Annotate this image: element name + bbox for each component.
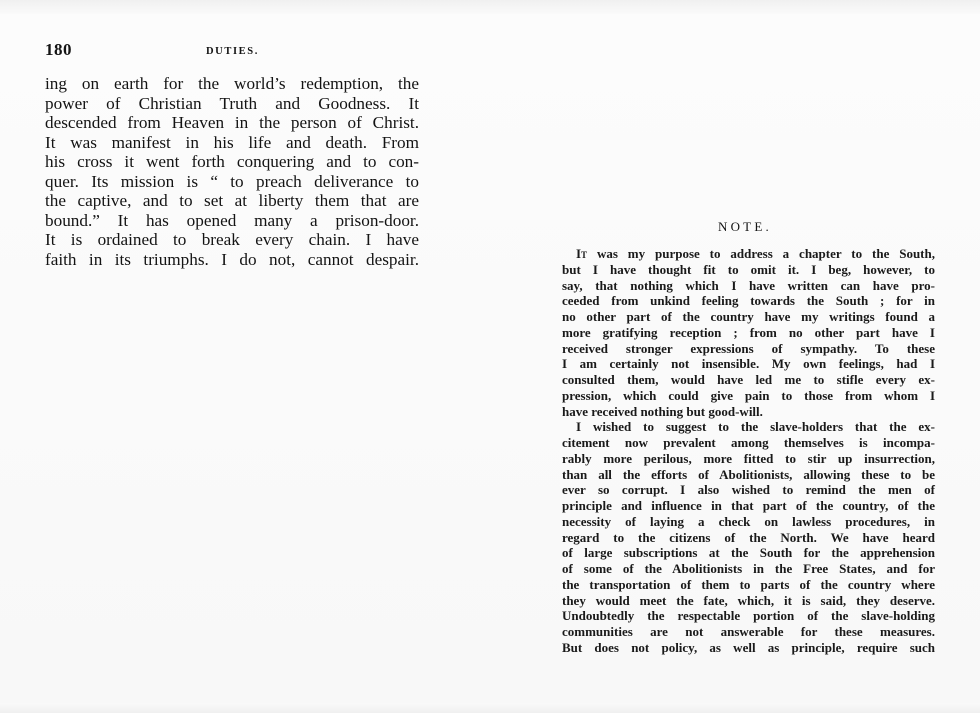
- text-line: power of Christian Truth and Goodness. It: [45, 93, 419, 113]
- left-page-body: [45, 74, 419, 269]
- running-head-title: DUTIES.: [206, 46, 259, 57]
- text-line: citement now prevalent among themselves is incompa-: [562, 435, 935, 450]
- text-line: regard to the citizens of the North. We have heard: [562, 529, 935, 545]
- text-line: quer. Its mission is “ to preach deliverance to: [45, 171, 419, 191]
- text-line: ever so corrupt. I also wished to remind the men of: [562, 482, 935, 498]
- text-line: pression, which could give pain to those from whom I: [562, 387, 935, 403]
- text-line: say, that nothing which I have written can have pro-: [562, 277, 935, 293]
- text-line: than all the efforts of Abolitionists, allowing these to be: [562, 466, 935, 482]
- text-line: they would meet the fate, which, it is said, they deserve.: [562, 592, 935, 608]
- text-line: no other part of the country have my writings found a: [562, 309, 935, 324]
- text-line: of large subscriptions at the South for the apprehension: [562, 545, 935, 561]
- text-line: It was manifest in his life and death. From: [45, 132, 419, 152]
- text-line: rably more perilous, more fitted to stir up insurrection,: [562, 450, 935, 466]
- note-heading: NOTE.: [718, 219, 772, 234]
- text-line-first: [562, 246, 935, 262]
- text-line: his cross it went forth conquering and to con-: [45, 152, 419, 172]
- text-line: principle and influence in that part of the country, of the: [562, 498, 935, 513]
- text-line: ceeded from unkind feeling towards the South ; for in: [562, 293, 935, 309]
- text-line: necessity of laying a check on lawless procedures, in: [562, 513, 935, 529]
- note-body: [562, 246, 935, 656]
- text-line: the captive, and to set at liberty them that are: [45, 191, 419, 211]
- text-line: consulted them, would have led me to stifle every ex-: [562, 372, 935, 387]
- text-line: faith in its triumphs. I do not, cannot despair.: [45, 249, 419, 269]
- text-line: I wished to suggest to the slave-holders that the ex-: [576, 419, 935, 435]
- right-page: [490, 0, 980, 713]
- text-line: bound.” It has opened many a prison-door.: [45, 210, 419, 230]
- text-line: It is ordained to break every chain. I have: [45, 230, 419, 250]
- first-word: It: [576, 246, 588, 261]
- first-line-rest: was my purpose to address a chapter to the South,: [596, 246, 935, 261]
- running-head: [45, 40, 421, 62]
- text-line: have received nothing but good-will.: [562, 403, 763, 419]
- text-line: descended from Heaven in the person of Christ.: [45, 113, 419, 133]
- page-number: 180: [45, 40, 72, 59]
- text-line: of some of the Abolitionists in the Free States, and for: [562, 561, 935, 576]
- text-line: the transportation of them to parts of the country where: [562, 576, 935, 592]
- text-line: ing on earth for the world’s redemption, the: [45, 74, 419, 93]
- scan-bottom-edge: [0, 703, 980, 713]
- text-line: But does not policy, as well as principle, require such: [562, 639, 935, 655]
- text-line: communities are not answerable for these measures.: [562, 624, 935, 639]
- text-line: received stronger expressions of sympathy. To these: [562, 340, 935, 356]
- text-line: but I have thought fit to omit it. I beg, however, to: [562, 261, 935, 277]
- text-line: more gratifying reception ; from no other part have I: [562, 324, 935, 340]
- text-line: I am certainly not insensible. My own feelings, had I: [562, 356, 935, 372]
- text-line: Undoubtedly the respectable portion of the slave-holding: [562, 608, 935, 624]
